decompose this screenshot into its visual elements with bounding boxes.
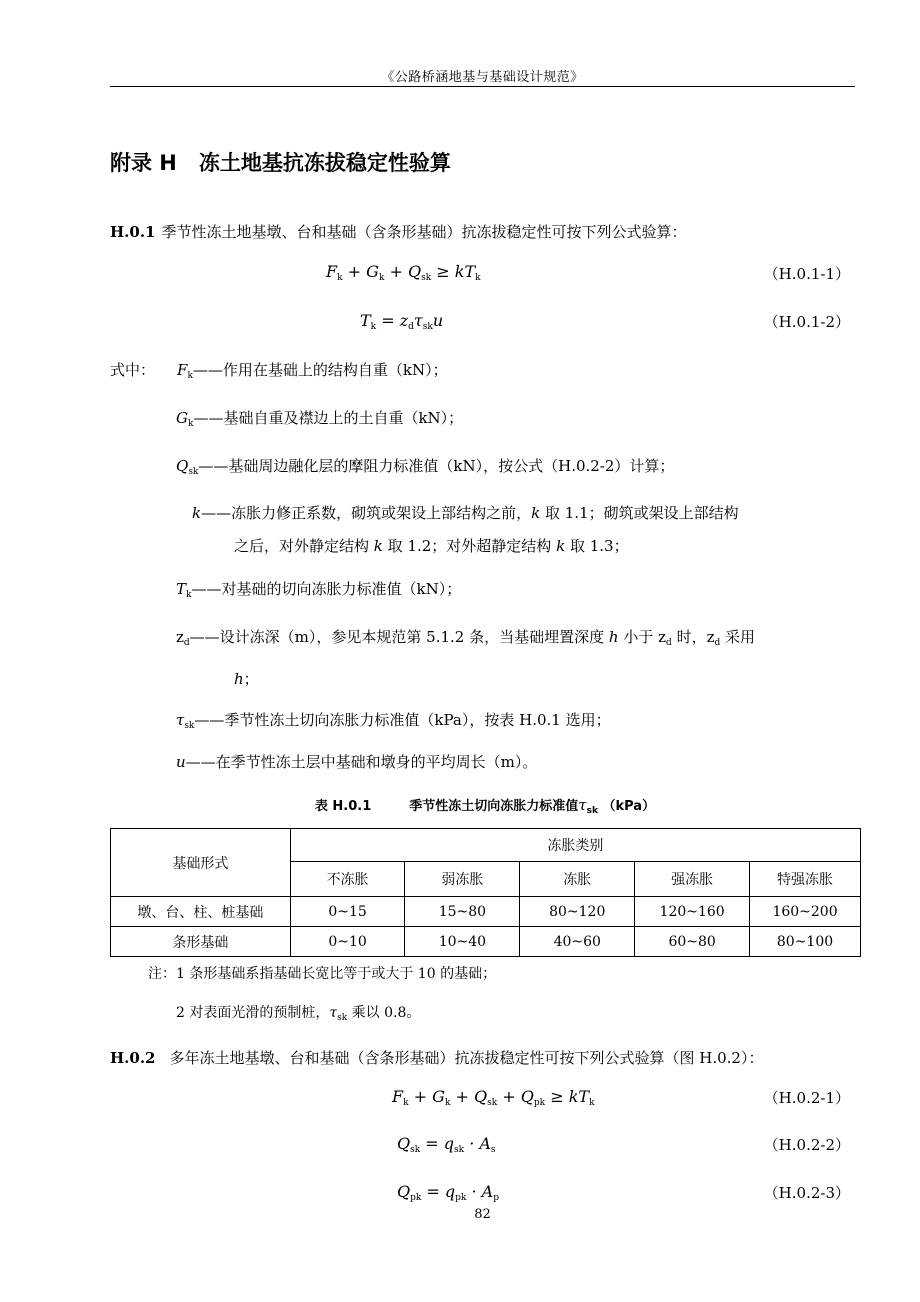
def-k-line1: k——冻胀力修正系数，砌筑或架设上部结构之前，k 取 1.1；砌筑或架设上部结构 — [192, 504, 739, 522]
appendix-label: 附录 H — [110, 151, 177, 175]
table-header-cell: 冻胀 — [520, 862, 635, 897]
formula-h01-2: $T_k = z_d\tau_{sk}u$ — [360, 311, 444, 332]
table-cell: 60~80 — [635, 927, 750, 957]
formula-h01-1: $F_k + G_k + Q_{sk} \ge kT_k$ — [326, 262, 481, 283]
table-header-cell: 弱冻胀 — [405, 862, 520, 897]
formula-h02-2: $Q_{sk} = q_{sk} \cdot A_s$ — [397, 1134, 496, 1155]
table-cell: 120~160 — [635, 897, 750, 927]
clause-h01 — [110, 221, 855, 242]
clause-number: H.0.2 — [110, 1049, 156, 1067]
running-header: 《公路桥涵地基与基础设计规范》 — [381, 70, 584, 85]
table-cell: 条形基础 — [111, 927, 291, 957]
clause-h02 — [110, 1047, 855, 1068]
def-Tk: $T_k——$对基础的切向冻胀力标准值（kN）； — [176, 580, 462, 600]
formula-h02-3: $Q_{pk} = q_{pk} \cdot A_p$ — [397, 1182, 499, 1203]
formula-h02-1: $F_k + G_k + Q_{sk} + Q_{pk} \ge kT_k$ — [392, 1087, 595, 1108]
table-header-cell: 冻胀类别 — [290, 829, 860, 862]
table-note-2: 2 对表面光滑的预制桩，$\tau_{sk}$ 乘以 0.8。 — [176, 1005, 421, 1023]
def-zd-cont: h； — [234, 670, 259, 688]
def-u: u——在季节性冻土层中基础和墩身的平均周长（m）。 — [176, 753, 538, 771]
def-Gk: $G_k——$基础自重及襟边上的土自重（kN）； — [176, 409, 464, 429]
clause-number: H.0.1 — [110, 223, 156, 241]
table-note-1: 注：1 条形基础系指基础长宽比等于或大于 10 的基础； — [148, 966, 497, 982]
clause-text: 多年冻土地基墩、台和基础（含条形基础）抗冻拔稳定性可按下列公式验算（图 H.0.2）： — [169, 1049, 764, 1067]
table-cell: 0~10 — [290, 927, 405, 957]
def-Qsk: $Q_{sk}——$基础周边融化层的摩阻力标准值（kN），按公式（H.0.2-2）计算； — [176, 457, 675, 477]
clause-text: 季节性冻土地基墩、台和基础（含条形基础）抗冻拔稳定性可按下列公式验算： — [161, 223, 687, 241]
appendix-title — [110, 147, 451, 177]
equation-number: （H.0.1-2） — [763, 313, 850, 331]
equation-number: （H.0.2-2） — [763, 1136, 850, 1154]
def-zd: $z_d——$设计冻深（m），参见本规范第 5.1.2 条，当基础埋置深度 h 小于 $z_d$ 时，$z_d$ 采用 — [176, 628, 756, 648]
table-header-cell: 强冻胀 — [635, 862, 750, 897]
header-rule — [110, 86, 855, 87]
table-cell: 40~60 — [520, 927, 635, 957]
table-cell: 15~80 — [405, 897, 520, 927]
table-cell: 0~15 — [290, 897, 405, 927]
table-row — [111, 927, 861, 957]
table-cell: 80~120 — [520, 897, 635, 927]
page-number: 82 — [474, 1207, 491, 1222]
def-k-line2: 之后，对外静定结构 k 取 1.2；对外超静定结构 k 取 1.3； — [234, 537, 629, 555]
table-header-cell: 不冻胀 — [290, 862, 405, 897]
equation-number: （H.0.1-1） — [763, 265, 850, 283]
table-caption: 表 H.0.1 季节性冻土切向冻胀力标准值$\tau_{sk}$ （kPa） — [314, 796, 656, 816]
def-Fk: 式中： $F_k——$作用在基础上的结构自重（kN）； — [110, 361, 448, 381]
equation-number: （H.0.2-1） — [763, 1089, 850, 1107]
table-cell: 160~200 — [750, 897, 861, 927]
appendix-title-text: 冻土地基抗冻拔稳定性验算 — [198, 151, 451, 175]
table-header-cell: 特强冻胀 — [750, 862, 861, 897]
table-row — [111, 897, 861, 927]
table-cell: 墩、台、柱、桩基础 — [111, 897, 291, 927]
frost-heave-table — [110, 828, 861, 957]
table-cell: 80~100 — [750, 927, 861, 957]
equation-number: （H.0.2-3） — [763, 1184, 850, 1202]
where-label: 式中： — [110, 361, 156, 379]
table-cell: 10~40 — [405, 927, 520, 957]
table-header-cell: 基础形式 — [111, 829, 291, 897]
def-tau: $\tau_{sk}——$季节性冻土切向冻胀力标准值（kPa），按表 H.0.1 选用； — [176, 711, 611, 731]
